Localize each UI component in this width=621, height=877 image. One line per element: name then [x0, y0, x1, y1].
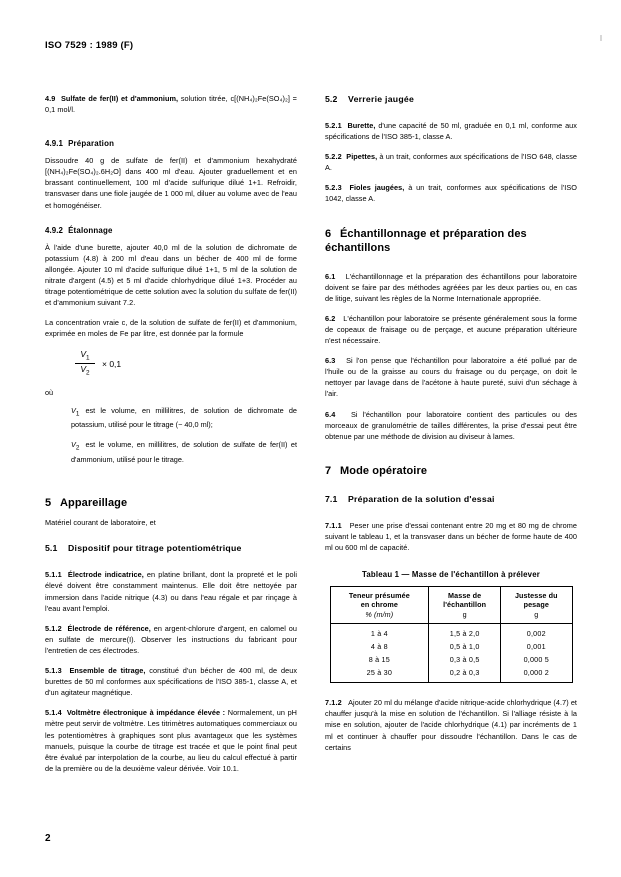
clause-5-1-1-lead: Électrode indicatrice,: [67, 570, 144, 580]
clause-4-9-2-number: 4.9.2: [45, 225, 64, 235]
table-row: [330, 624, 572, 641]
spacer: [325, 683, 577, 697]
clause-4-9-rest: solution titrée, c[(NH₄)₂Fe(SO₄)₂] = 0,1 mol/l.: [45, 94, 297, 115]
table-1-head: [330, 586, 572, 624]
spacer: [45, 528, 297, 542]
table-row: [330, 666, 572, 683]
clause-7-1-1: [325, 520, 577, 553]
table-cell-teneur: 8 à 15: [330, 653, 429, 666]
spacer: [325, 442, 577, 464]
spacer: [325, 485, 577, 493]
spacer: [325, 263, 577, 271]
fraction: [75, 350, 95, 377]
clause-6-4-text: Si l'échantillon pour laboratoire contient des particules ou des morceaux de granulométrie de tailles différentes, la prise d'essai peut être obtenue par une méthode de division au diviseur à lames.: [325, 409, 578, 441]
table-column-header-masse: Masse de l'échantillon g: [429, 586, 501, 624]
clause-5-1-2-lead: Électrode de référence,: [67, 623, 151, 633]
spacer: [325, 512, 577, 520]
clause-5-2-2-rest: à un trait, conformes aux spécifications de l'ISO 648, classe A.: [325, 152, 578, 173]
table-row: [330, 641, 572, 654]
clause-5-1-1-number: 5.1.1: [45, 570, 62, 580]
clause-5-2-2-lead: Pipettes,: [346, 152, 378, 162]
page-number: 2: [45, 833, 51, 844]
clause-5-2-1-lead: Burette,: [347, 121, 376, 130]
clause-4-9-2-heading: [45, 225, 297, 236]
clause-5-1-heading: [45, 542, 297, 554]
table-column-header-teneur: Teneur présumée en chrome % (m/m): [330, 586, 429, 624]
section-5-title: Appareillage: [60, 496, 128, 509]
clause-5-2-1-number: 5.2.1: [325, 121, 342, 130]
symbol-definition-v1: [45, 405, 297, 431]
clause-4-9-1-body: Dissoudre 40 g de sulfate de fer(II) et d'ammonium hexahydraté [(NH₄)₂Fe(SO₄)₂.6H₂O] dans 400 ml d'eau. Ajouter graduellement et en brassant continuellement, 100 ml d'acide sulfurique dilué 1+1. Refroidir, transvaser dans une fiole jaugée de 1 000 ml, diluer au volume avec de l'eau et homogénéiser.: [45, 156, 297, 210]
clause-6-1: [325, 271, 577, 304]
clause-6-1-text: L'échantillonnage et la préparation des échantillons pour laboratoire doivent se faire par des méthodes agréées par les deux parties ou, en cas de litige, suivant les règles de la Norme Internationale appropriée.: [325, 271, 578, 303]
table-cell-justesse: 0,002: [501, 624, 572, 641]
table-cell-masse: 0,3 à 0,5: [429, 653, 501, 666]
table-cell-teneur: 25 à 30: [330, 666, 429, 683]
section-7-heading: [325, 464, 577, 479]
clause-5-2-3-lead: Fioles jaugées,: [349, 183, 405, 193]
document-header: ISO 7529 : 1989 (F): [45, 40, 134, 51]
where-label: où: [45, 387, 54, 397]
clause-5-1-4-number: 5.1.4: [45, 708, 62, 718]
table-1: [330, 586, 573, 684]
table-1-body: [330, 624, 572, 683]
table-row: [330, 653, 572, 666]
table-cell-teneur: 1 à 4: [330, 624, 429, 641]
spacer: [325, 205, 577, 227]
formula-denominator: $V_2$: [80, 364, 90, 378]
table-cell-justesse: 0,000 5: [501, 653, 572, 666]
formula-operator: × 0,1: [102, 358, 122, 369]
table-cell-masse: 0,5 à 1,0: [429, 641, 501, 654]
clause-5-2-title: Verrerie jaugée: [348, 94, 415, 104]
symbol-v1: $V_1$: [71, 405, 80, 417]
clause-5-1-2-rest: en argent-chlorure d'argent, en calomel ou en sulfate de mercure(I). Observer les instructions du fabricant pour l'entretien de ces électrodes.: [45, 623, 298, 655]
clause-6-4-number: 6.4: [325, 409, 336, 419]
section-7-title: Mode opératoire: [340, 464, 428, 477]
clause-5-2-1: [325, 120, 577, 142]
clause-7-1-title: Préparation de la solution d'essai: [348, 494, 495, 505]
clause-6-4: [325, 409, 577, 442]
clause-5-1-3: [45, 665, 297, 698]
section-6-heading: [325, 227, 577, 256]
clause-5-2-heading: [325, 93, 577, 105]
clause-6-2-number: 6.2: [325, 313, 336, 323]
concentration-formula: [45, 350, 297, 377]
formula-numerator: $V_1$: [80, 349, 90, 363]
clause-5-1-4-lead: Voltmètre électronique à impédance élevée :: [66, 708, 226, 718]
clause-7-1-2: [325, 697, 577, 752]
clause-5-1-2-number: 5.1.2: [45, 623, 62, 633]
table-cell-justesse: 0,000 2: [501, 666, 572, 683]
symbol-v2-text: est le volume, en millilitres, de solution de sulfate de fer(II) et d'ammonium, utilisé pour le titrage.: [71, 440, 297, 464]
table-column-header-justesse: Justesse du pesage g: [501, 586, 572, 624]
clause-5-2-2: [325, 151, 577, 173]
clause-5-2-2-number: 5.2.2: [325, 152, 342, 162]
clause-5-1-3-lead: Ensemble de titrage,: [69, 666, 146, 676]
clause-4-9-lead: Sulfate de fer(II) et d'ammonium,: [60, 94, 179, 103]
clause-5-1-3-number: 5.1.3: [45, 666, 62, 676]
spacer: [325, 112, 577, 120]
clause-6-3-text: Si l'on pense que l'échantillon pour laboratoire a été pollué par de l'huile ou de la graisse au cours du fraisage ou du perçage, on doit le nettoyer par lavage dans de l'acétone à haute pureté, suivi d'un séchage à l'air.: [325, 356, 578, 399]
clause-6-2-text: L'échantillon pour laboratoire se présente généralement sous la forme de copeaux de fraisage ou de perçage, et aucune préparation ultérieure n'est nécessaire.: [325, 313, 578, 346]
spacer: [45, 211, 297, 225]
clause-7-1-heading: [325, 493, 577, 505]
clause-4-9-2-intro: La concentration vraie c, de la solution de sulfate de fer(II) et d'ammonium, exprimée en moles de Fe par litre, est donnée par la formule: [45, 318, 297, 339]
clause-7-1-2-text: Ajouter 20 ml du mélange d'acide nitrique-acide chlorhydrique (4.7) et chauffer jusqu'à la mise en solution de l'échantillon. Si l'alliage résiste à la mise en solution, ajouter de l'acide chlorhydrique (4.1) par incréments de 1 ml et continuer à chauffer pour dissoudre l'échantillon. Dans le cas de certains: [325, 698, 578, 752]
table-cell-teneur: 4 à 8: [330, 641, 429, 654]
section-5-heading: [45, 496, 297, 511]
clause-6-1-number: 6.1: [325, 271, 336, 281]
clause-4-9: [45, 93, 297, 115]
symbol-definition-v2: [45, 439, 297, 465]
clause-6-3-number: 6.3: [325, 356, 336, 366]
clause-7-1-2-number: 7.1.2: [325, 698, 342, 708]
clause-5-1-3-rest: constitué d'un bécher de 400 ml, de deux burettes de 50 ml conformes aux spécifications de l'ISO 385-1, classe A, et d'un agitateur magnétique.: [45, 666, 298, 698]
clause-5-2-3-number: 5.2.3: [325, 183, 342, 193]
clause-4-9-1-number: 4.9.1: [45, 139, 64, 149]
table-1-caption: Tableau 1 — Masse de l'échantillon à prélever: [362, 569, 540, 579]
symbol-v1-text: est le volume, en millilitres, de solution de dichromate de potassium, utilisé pour le titrage (− 40,0 ml);: [71, 405, 297, 430]
clause-5-1-1: [45, 569, 297, 613]
table-cell-masse: 0,2 à 0,3: [429, 666, 501, 683]
clause-5-2-1-rest: d'une capacité de 50 ml, graduée en 0,1 ml, conforme aux spécifications de l'ISO 385-1, classe A.: [325, 121, 577, 142]
clause-5-1-2: [45, 623, 297, 656]
symbol-v2: $V_2$: [71, 440, 80, 452]
section-5-body: Matériel courant de laboratoire, et: [45, 518, 156, 528]
clause-7-1-1-number: 7.1.1: [325, 521, 342, 531]
clause-4-9-1-heading: [45, 138, 297, 149]
clause-4-9-1-title: Préparation: [68, 139, 115, 149]
two-column-body: [45, 93, 577, 813]
clause-7-1-1-text: Peser une prise d'essai contenant entre 20 mg et 80 mg de chrome suivant le tableau 1, et la transvaser dans un bécher de forme haute de 400 ml ou 600 ml de capacité.: [325, 521, 578, 553]
clause-5-2-number: 5.2: [325, 94, 338, 104]
spacer: [45, 124, 297, 138]
left-column: [45, 93, 297, 813]
clause-5-2-3: [325, 182, 577, 204]
clause-4-9-number: 4.9: [45, 94, 56, 103]
right-column: [325, 93, 577, 813]
clause-6-2: [325, 313, 577, 346]
clause-5-1-title: Dispositif pour titrage potentiométrique: [68, 543, 242, 554]
table-cell-masse: 1,5 à 2,0: [429, 624, 501, 641]
spacer: [45, 561, 297, 569]
section-6-number: 6: [325, 227, 332, 240]
clause-5-1-1-rest: en platine brillant, dont la propreté et le poli élevé doivent être constamment maintenus. Elle doit être nettoyée par immersion dans l'acide nitrique (4.3) ou dans l'eau régale et par rinçage à l'eau avant l'emploi.: [45, 570, 297, 613]
table-cell-justesse: 0,001: [501, 641, 572, 654]
clause-4-9-2-title: Étalonnage: [68, 225, 113, 235]
clause-5-2-3-rest: à un trait, conformes aux spécifications de l'ISO 1042, classe A.: [325, 183, 578, 204]
clause-4-9-paragraph: [45, 93, 297, 115]
clause-4-9-2-body: À l'aide d'une burette, ajouter 40,0 ml de la solution de dichromate de potassium (4.8) à 200 ml d'eau dans un bécher de 400 ml de forme allongée. Ajouter 10 ml d'acide sulfurique dilué 1+1, 5 ml de la solution de nitrate d'argent (4.5) et 5 ml d'acide chlorhydrique dilué 1+3. Procéder au titrage potentiométrique de cette solution avec la solution du sulfate de fer(II) et d'ammonium suivant 7.2.: [45, 242, 297, 308]
section-7-number: 7: [325, 464, 332, 477]
spacer: [45, 474, 297, 496]
clause-6-3: [325, 355, 577, 399]
clause-7-1-number: 7.1: [325, 494, 338, 505]
clause-5-1-4-rest: Normalement, un pH mètre peut servir de voltmètre. Les titrimètres automatiques commerciaux ou les potentiomètres à graphiques sont plus avantageux que les systèmes manuels, puisque la courbe de titrage est tracée et que le point final peut être évalué par interpolation de la courbe, au lieu du calcul effectué à partir de la première ou de la deuxième valeur dérivée. Voir 10.1.: [45, 708, 297, 773]
section-6-title: Échantillonnage et préparation des échantillons: [325, 227, 527, 255]
section-5-number: 5: [45, 496, 52, 509]
clause-5-1-number: 5.1: [45, 543, 58, 554]
table-header-row: [330, 586, 572, 624]
clause-5-1-4: [45, 707, 297, 774]
scan-artifact: [600, 35, 602, 41]
